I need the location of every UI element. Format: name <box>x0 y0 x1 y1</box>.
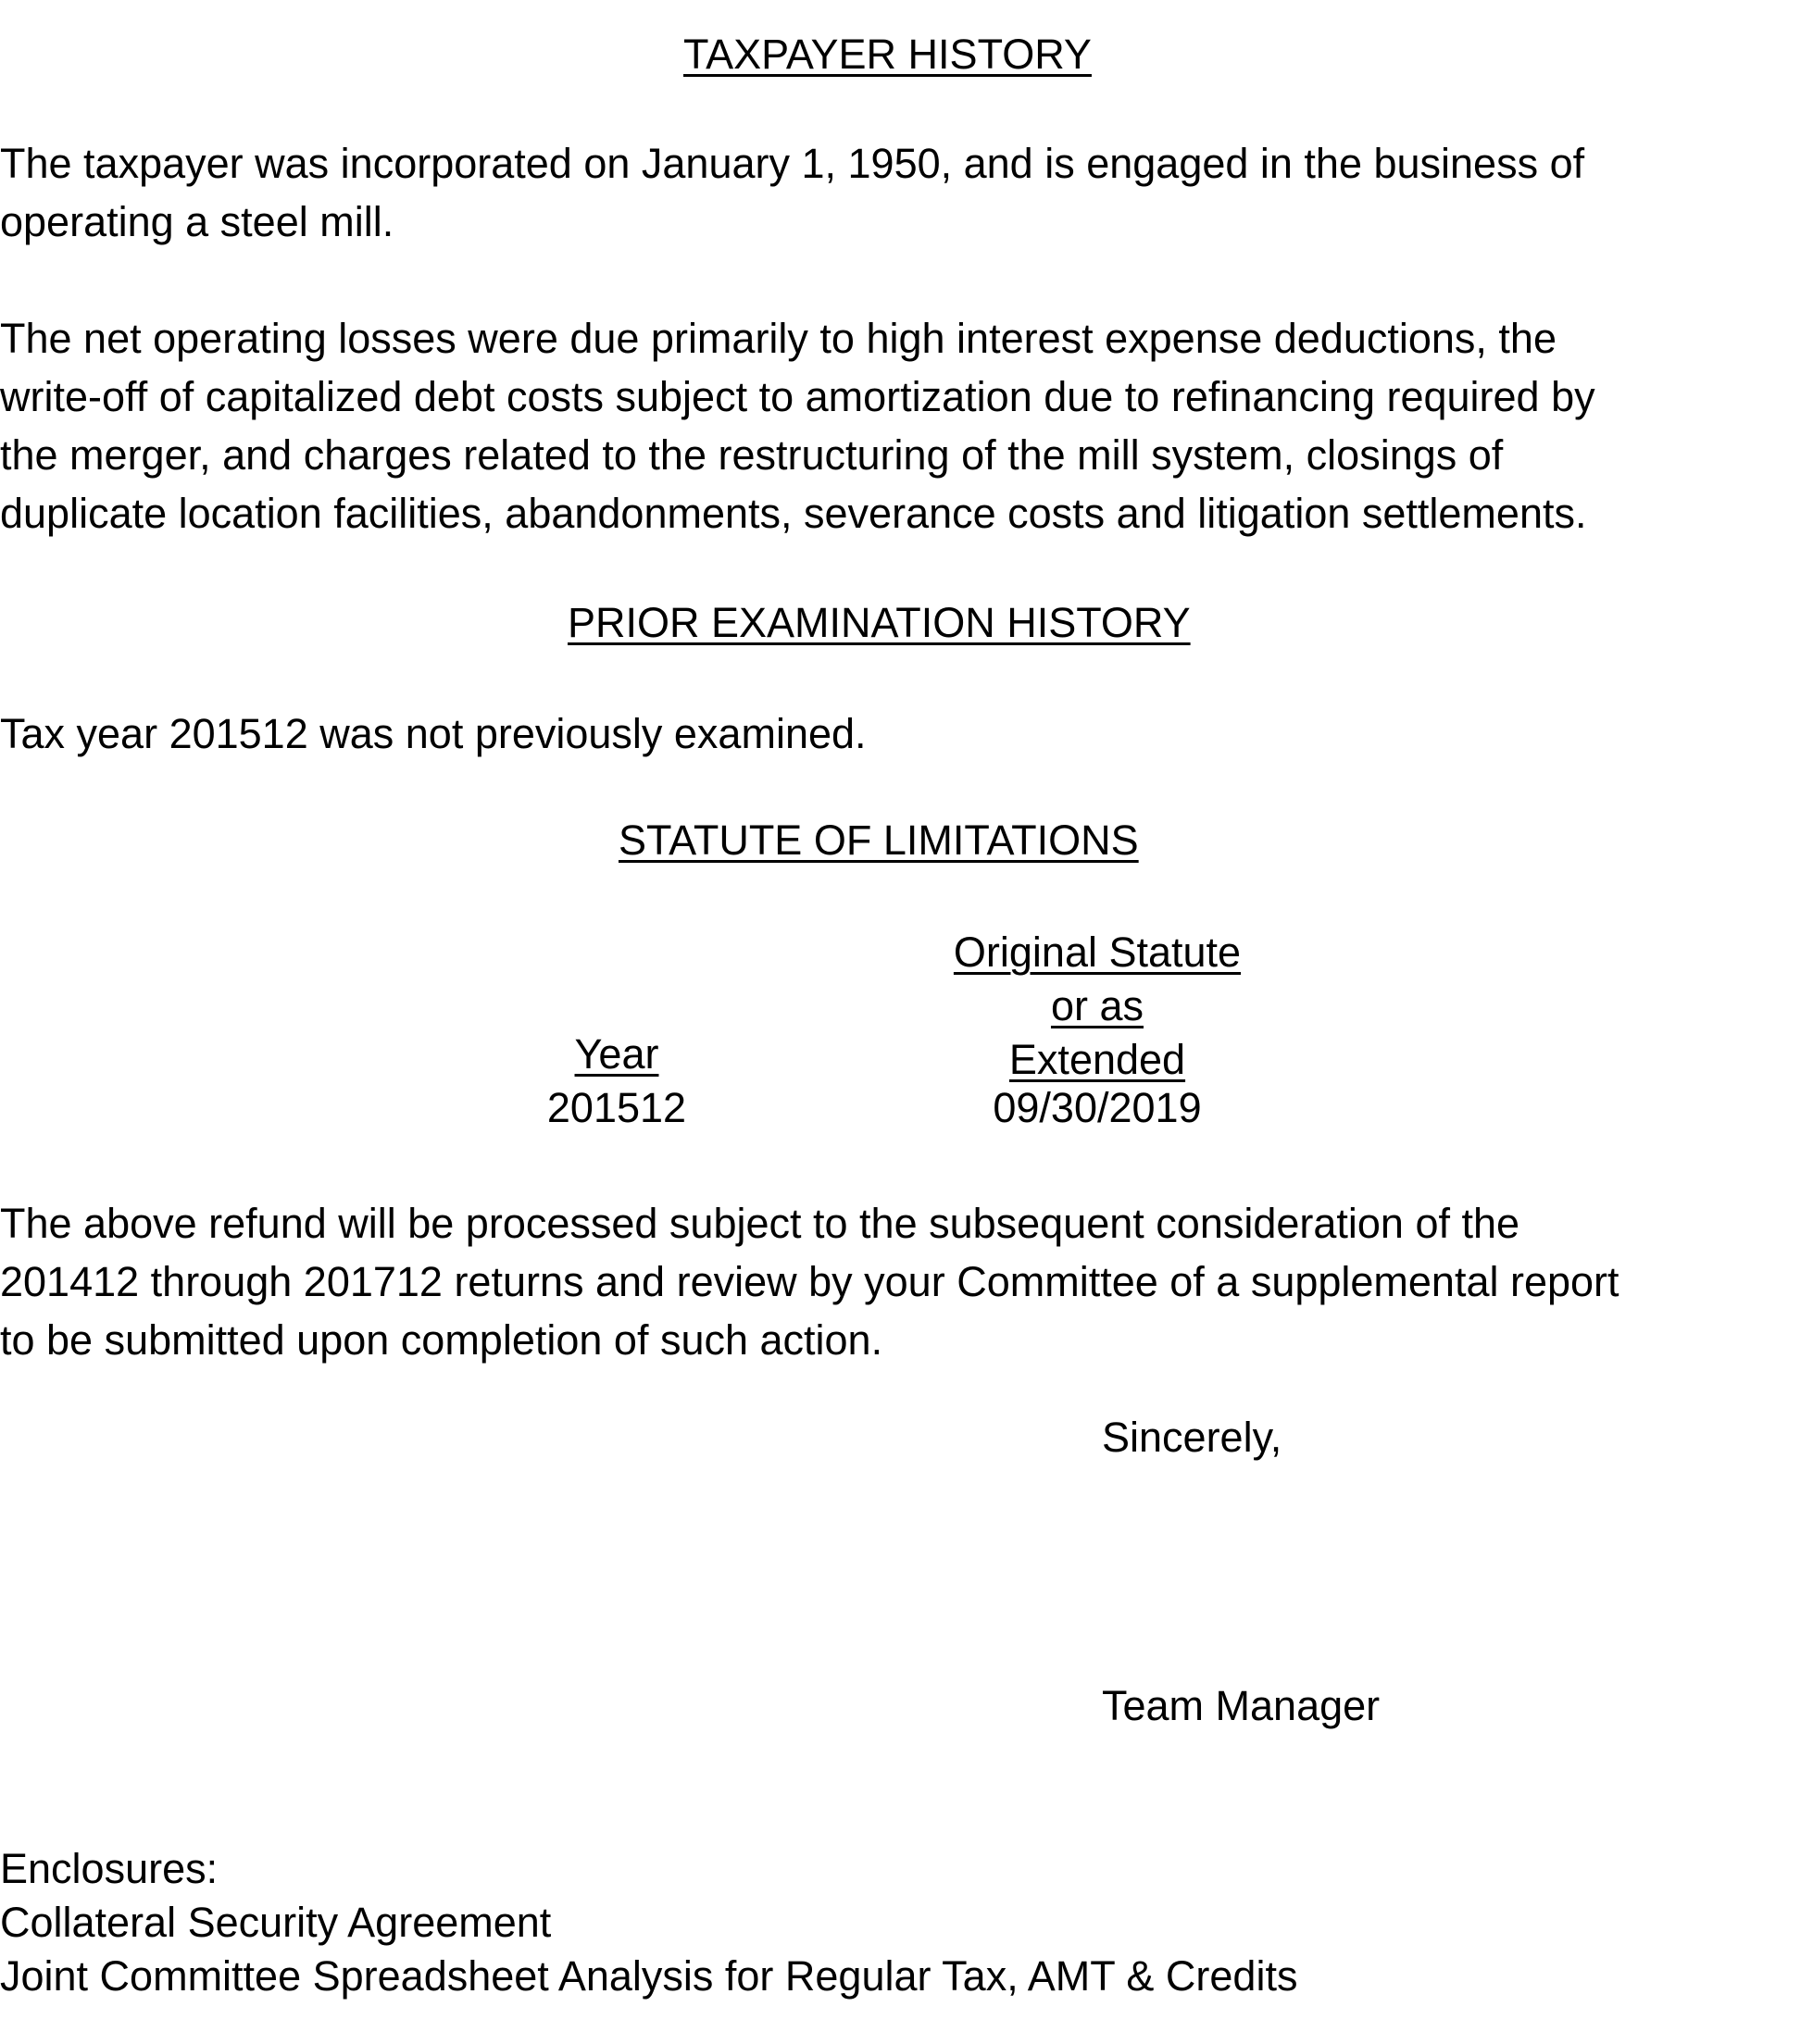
text-line: The taxpayer was incorporated on January 1, 1950, and is engaged in the business of <box>0 140 1585 187</box>
text-line: the merger, and charges related to the restructuring of the mill system, closings of <box>0 431 1504 479</box>
statute-of-limitations-heading: STATUTE OF LIMITATIONS <box>619 816 1139 864</box>
statute-header-line: Original Statute <box>953 929 1242 976</box>
taxpayer-history-paragraph-2 <box>0 309 1813 542</box>
text-line: operating a steel mill. <box>0 198 394 245</box>
text-line: The net operating losses were due primarily to high interest expense deductions, the <box>0 315 1557 362</box>
table-row-statute: 09/30/2019 <box>993 1084 1202 1131</box>
prior-examination-heading: PRIOR EXAMINATION HISTORY <box>568 599 1191 646</box>
text-line: write-off of capitalized debt costs subject to amortization due to refinancing required by <box>0 373 1595 420</box>
refund-note-paragraph <box>0 1194 1813 1369</box>
text-line: The above refund will be processed subject to the subsequent consideration of the <box>0 1200 1520 1247</box>
taxpayer-history-paragraph-1 <box>0 134 1813 251</box>
enclosure-item: Joint Committee Spreadsheet Analysis for Regular Tax, AMT & Credits <box>0 1952 1298 2000</box>
year-header: Year <box>574 1030 659 1078</box>
enclosure-item: Collateral Security Agreement <box>0 1899 552 1946</box>
enclosures-block <box>0 1842 1813 2003</box>
statute-header <box>935 926 1259 1087</box>
text-line: to be submitted upon completion of such action. <box>0 1316 883 1364</box>
text-line: 201412 through 201712 returns and review by your Committee of a supplemental report <box>0 1258 1619 1305</box>
table-row-year: 201512 <box>546 1084 687 1131</box>
enclosures-label: Enclosures: <box>0 1845 219 1892</box>
signer-title: Team Manager <box>1102 1682 1381 1729</box>
closing-salutation: Sincerely, <box>1102 1414 1282 1461</box>
statute-header-line: or as <box>1050 982 1144 1029</box>
text-line: duplicate location facilities, abandonments, severance costs and litigation settlements. <box>0 490 1587 537</box>
statute-header-line: Extended <box>1008 1036 1186 1083</box>
taxpayer-history-heading: TAXPAYER HISTORY <box>683 31 1092 78</box>
prior-examination-text: Tax year 201512 was not previously examined. <box>0 710 867 757</box>
